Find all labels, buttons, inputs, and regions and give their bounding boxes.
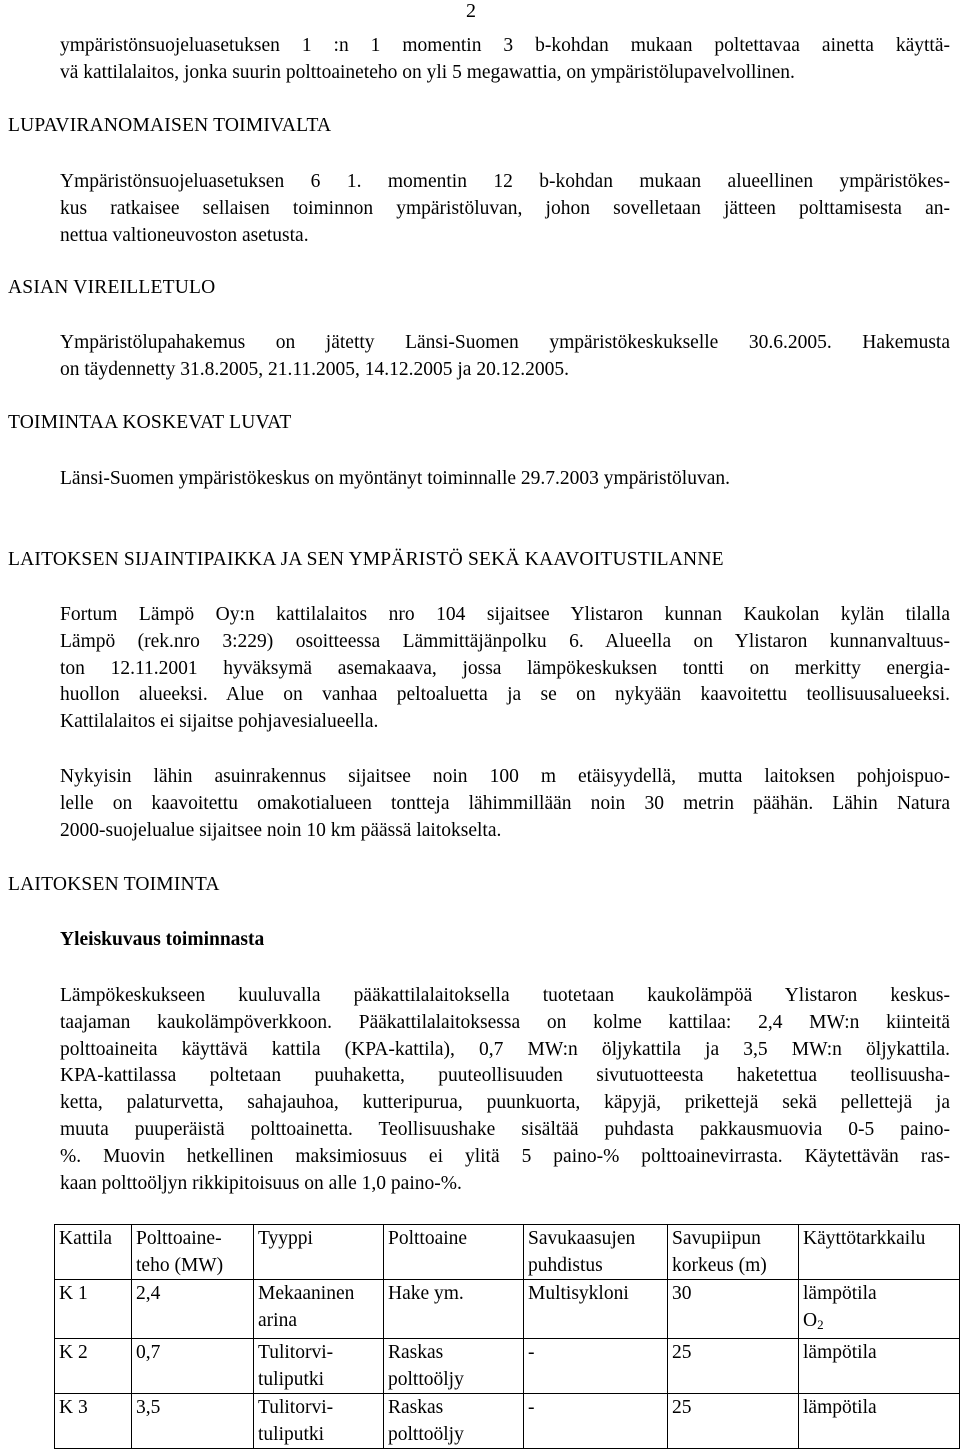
- cell-puhdistus: Multisykloni: [524, 1280, 668, 1339]
- cell-polttoaine: Raskas polttoöljy: [384, 1339, 524, 1394]
- operation-line-3: polttoaineita käyttävä kattila (KPA-kattila), 0,7 MW:n öljykattila ja 3,5 MW:n öljykattila.: [60, 1038, 950, 1060]
- operation-line-5: ketta, palaturvetta, sahajauhoa, kutteripurua, puunkuorta, käpyjä, prikettejä sekä pellettejä ja: [60, 1092, 950, 1114]
- operation-line-4: KPA-kattilassa poltetaan puuhaketta, puuteollisuuden sivutuotteesta haketettua teollisuusha-: [60, 1065, 950, 1087]
- cell-polttoaine: Hake ym.: [384, 1280, 524, 1339]
- cell-kattila: K 1: [55, 1280, 132, 1339]
- cell-teho: 3,5: [132, 1394, 254, 1449]
- initiation-line-1: Ympäristölupahakemus on jätetty Länsi-Suomen ympäristökeskukselle 30.6.2005. Hakemusta: [60, 332, 950, 353]
- authority-paragraph: [60, 169, 950, 249]
- page-number: 2: [466, 0, 476, 22]
- location-p2-line-1: Nykyisin lähin asuinrakennus sijaitsee noin 100 m etäisyydellä, mutta laitoksen pohjoispuo-: [60, 766, 950, 787]
- table-header-row: [55, 1225, 960, 1280]
- heading-initiation: ASIAN VIREILLETULO: [8, 277, 216, 298]
- subheading-overview: Yleiskuvaus toiminnasta: [60, 929, 265, 950]
- location-p1-line-4: huollon alueeksi. Alue on vanhaa peltoaluetta ja se on nykyään kaavoitettu teollisuusalueeksi.: [60, 684, 950, 706]
- cell-kattila: K 3: [55, 1394, 132, 1449]
- initiation-paragraph: [60, 330, 950, 384]
- cell-korkeus: 30: [668, 1280, 799, 1339]
- authority-line-2: kus ratkaisee sellaisen toiminnon ympäristöluvan, johon sovelletaan jätteen polttamisesta an-: [60, 197, 950, 219]
- authority-line-1: Ympäristönsuojeluasetuksen 6 1. momentin 12 b-kohdan mukaan alueellinen ympäristökes-: [60, 171, 950, 192]
- cell-teho: 2,4: [132, 1280, 254, 1339]
- cell-puhdistus: -: [524, 1394, 668, 1449]
- cell-puhdistus: -: [524, 1339, 668, 1394]
- operation-line-2: taajaman kaukolämpöverkkoon. Pääkattilalaitoksessa on kolme kattilaa: 2,4 MW:n kiinteitä: [60, 1011, 950, 1033]
- location-p2-line-2: lelle on kaavoitettu omakotialueen tontteja lähimmillään noin 30 metrin päähän. Lähin Natura: [60, 792, 950, 814]
- location-p1-line-2: Lämpö (rek.nro 3:229) osoitteessa Lämmittäjänpolku 6. Alueella on Ylistaron kunnanvaltuus-: [60, 630, 950, 652]
- intro-line-2: vä kattilalaitos, jonka suurin polttoaineteho on yli 5 megawattia, on ympäristölupavelvollinen.: [60, 61, 795, 83]
- cell-tyyppi: Tulitorvi- tuliputki: [254, 1394, 384, 1449]
- operation-line-7: %. Muovin hetkellinen maksimiosuus ei ylitä 5 paino-% polttoainevirrasta. Käytettävän ras-: [60, 1145, 950, 1167]
- header-kattila: Kattila: [55, 1225, 132, 1280]
- cell-korkeus: 25: [668, 1339, 799, 1394]
- location-p1-line-3: ton 12.11.2001 hyväksymä asemakaava, jossa lämpökeskuksen tontti on merkitty energia-: [60, 657, 950, 679]
- cell-korkeus: 25: [668, 1394, 799, 1449]
- location-p1-line-5: Kattilalaitos ei sijaitse pohjavesialueella.: [60, 711, 379, 733]
- permits-paragraph: [60, 466, 950, 493]
- header-korkeus: Savupiipun korkeus (m): [668, 1225, 799, 1280]
- operation-line-1: Lämpökeskukseen kuuluvalla pääkattilalaitoksella tuotetaan kaukolämpöä Ylistaron keskus-: [60, 985, 950, 1006]
- table-row: [55, 1394, 960, 1449]
- cell-teho: 0,7: [132, 1339, 254, 1394]
- header-tyyppi: Tyyppi: [254, 1225, 384, 1280]
- heading-permits: TOIMINTAA KOSKEVAT LUVAT: [8, 412, 292, 433]
- intro-line-1: ympäristönsuojeluasetuksen 1 :n 1 momentin 3 b-kohdan mukaan poltettavaa ainetta käyttä-: [60, 35, 950, 56]
- permits-line-1: Länsi-Suomen ympäristökeskus on myöntänyt toiminnalle 29.7.2003 ympäristöluvan.: [60, 468, 730, 489]
- header-puhdistus: Savukaasujen puhdistus: [524, 1225, 668, 1280]
- table-row: [55, 1280, 960, 1339]
- cell-kattila: K 2: [55, 1339, 132, 1394]
- heading-authority: LUPAVIRANOMAISEN TOIMIVALTA: [8, 115, 332, 136]
- cell-kaytto: lämpötila $O_2$: [799, 1280, 960, 1339]
- header-polttoaine: Polttoaine: [384, 1225, 524, 1280]
- location-p1-line-1: Fortum Lämpö Oy:n kattilalaitos nro 104 sijaitsee Ylistaron kunnan Kaukolan kylän tilalla: [60, 604, 950, 625]
- cell-tyyppi: Mekaaninen arina: [254, 1280, 384, 1339]
- header-teho: Polttoaine- teho (MW): [132, 1225, 254, 1280]
- operation-paragraph: [60, 983, 950, 1197]
- authority-line-3: nettua valtioneuvoston asetusta.: [60, 224, 309, 246]
- boiler-table: [54, 1224, 960, 1449]
- header-kaytto: Käyttötarkkailu: [799, 1225, 960, 1280]
- cell-kaytto: lämpötila: [799, 1339, 960, 1394]
- operation-line-6: muuta puuperäistä polttoainetta. Teollisuushake sisältää puhdasta pakkausmuovia 0-5 paino-: [60, 1118, 950, 1140]
- cell-polttoaine: Raskas polttoöljy: [384, 1394, 524, 1449]
- heading-operation: LAITOKSEN TOIMINTA: [8, 874, 220, 895]
- operation-line-8: kaan polttoöljyn rikkipitoisuus on alle 1,0 paino-%.: [60, 1172, 462, 1194]
- cell-tyyppi: Tulitorvi- tuliputki: [254, 1339, 384, 1394]
- location-paragraph-2: [60, 764, 950, 844]
- intro-paragraph: [60, 33, 950, 87]
- initiation-line-2: on täydennetty 31.8.2005, 21.11.2005, 14.12.2005 ja 20.12.2005.: [60, 358, 569, 380]
- heading-location: LAITOKSEN SIJAINTIPAIKKA JA SEN YMPÄRISTÖ SEKÄ KAAVOITUSTILANNE: [8, 549, 724, 570]
- table-row: [55, 1339, 960, 1394]
- location-paragraph-1: [60, 602, 950, 736]
- location-p2-line-3: 2000-suojelualue sijaitsee noin 10 km päässä laitokselta.: [60, 819, 502, 841]
- cell-kaytto: lämpötila: [799, 1394, 960, 1449]
